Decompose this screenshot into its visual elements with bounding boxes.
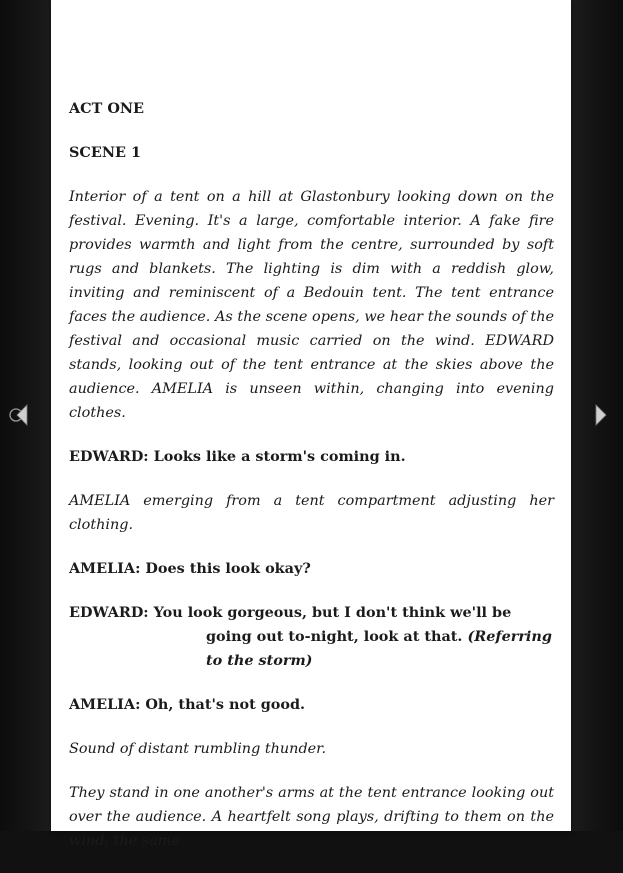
stage-direction: Sound of distant rumbling thunder. xyxy=(69,741,327,757)
act-heading: ACT ONE xyxy=(69,100,144,117)
stage-direction: Interior of a tent on a hill at Glastonbury looking down on the festival. Evening. It's a large, comfortable interior. A fake fire provides warmth and light from the centre, surrounded by soft rugs and blankets. The lighting is dim with a reddish glow, inviting and reminiscent of a Bedouin tent. The tent entrance faces the audience. As the scene opens, we hear the sounds of the festival and occasional music carried on the wind. EDWARD stands, looking out of the tent entrance at the skies above the audience. AMELIA is unseen within, changing into evening clothes. xyxy=(69,189,554,421)
previous-page-button[interactable] xyxy=(9,403,29,427)
dialogue-line: EDWARD: Looks like a storm's coming in. xyxy=(69,448,406,465)
book-page xyxy=(51,0,571,849)
triangle-left-icon xyxy=(9,403,29,427)
dialogue-text: EDWARD: You look gorgeous, but I don't think we'll be going out to-night, look at that. xyxy=(69,604,512,645)
stage-direction: They stand in one another's arms at the tent entrance looking out over the audience. A heartfelt song plays, drifting to them on the wind, the same xyxy=(69,785,554,849)
next-page-button[interactable] xyxy=(590,403,610,427)
stage-direction: AMELIA emerging from a tent compartment adjusting her clothing. xyxy=(69,493,554,533)
triangle-right-icon xyxy=(590,403,610,427)
page-content xyxy=(69,97,554,873)
dialogue-line: AMELIA: Does this look okay? xyxy=(69,560,311,577)
parenthetical: (Referring to the storm) xyxy=(206,628,552,669)
dialogue-line xyxy=(69,601,554,673)
scene-heading: SCENE 1 xyxy=(69,144,141,161)
dialogue-line: AMELIA: Oh, that's not good. xyxy=(69,696,306,713)
